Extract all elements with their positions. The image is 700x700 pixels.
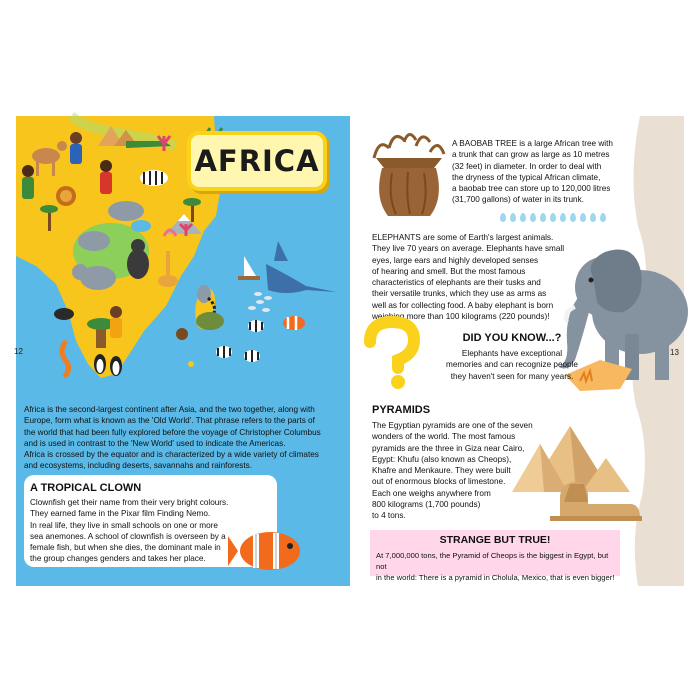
water-drop-icon: [580, 213, 586, 222]
fish-school-icon: [248, 292, 272, 312]
water-drop-icon: [570, 213, 576, 222]
pyramids-heading: PYRAMIDS: [372, 404, 431, 416]
strange-but-true-heading: STRANGE BUT TRUE!: [439, 534, 551, 546]
did-you-know-line: Elephants have exceptional: [461, 349, 563, 358]
angelfish-icon: [244, 350, 260, 362]
baobab-tree-icon: [364, 128, 450, 218]
elephants-line: ELEPHANTS are some of Earth's largest animals.: [372, 233, 554, 242]
water-drop-icon: [600, 213, 606, 222]
water-drop-icon: [510, 213, 516, 222]
page-number-left: 12: [14, 347, 23, 356]
strange-line: At 7,000,000 tons, the Pyramid of Cheops is the biggest in Egypt, but not: [376, 551, 609, 571]
seahorse-icon: [62, 341, 69, 377]
intro-line: and is used in contrast to the 'New World' used to indicate the Americas.: [24, 438, 286, 448]
question-mark-icon: [362, 318, 426, 390]
pyramids-line: wonders of the world. The most famous: [372, 432, 516, 442]
baobab-line: (31,700 gallons) of water in its trunk.: [452, 195, 584, 205]
baobab-line: the dryness of the typical African climate,: [452, 172, 601, 182]
did-you-know-line: memories and can recognize people: [446, 360, 578, 370]
penguin-icon: [110, 356, 122, 376]
clownfish-heading: A TROPICAL CLOWN: [30, 482, 142, 494]
pyramids-line: to 4 tons.: [372, 511, 406, 521]
swordfish-icon: [266, 241, 336, 293]
clownfish-line: female fish, but when she dies, the dominant male in: [30, 543, 221, 553]
pyramids-line: Each one weighs anywhere from: [372, 488, 491, 498]
strange-but-true-paragraph: [376, 550, 616, 583]
angelfish-icon: [216, 346, 232, 358]
intro-line: Africa is the second-largest continent after Asia, and the two together, along with: [24, 405, 315, 414]
did-you-know-heading: DID YOU KNOW...?: [462, 332, 562, 344]
person-icon: [22, 165, 34, 199]
pyramids-sphinx-illustration: [510, 418, 645, 523]
intro-line: Europe, form what is known as the 'Old World'. That phrase refers to the parts of: [24, 416, 315, 426]
water-drop-icon: [550, 213, 556, 222]
clownfish-line: the group changes genders and takes her place.: [30, 554, 206, 564]
baobab-line: a baobab tree can store up to 120,000 litres: [452, 184, 611, 194]
elephants-line: They live 70 years on average. Elephants have small: [372, 244, 565, 254]
page-title-box: [187, 131, 327, 191]
angelfish-icon: [248, 320, 264, 332]
page-number-right: 13: [670, 348, 679, 357]
intro-paragraph: [24, 404, 344, 472]
elephants-line: weighing more than 100 kilograms (220 pounds)!: [372, 312, 550, 322]
intro-line: Africa is crossed by the equator and is characterized by a wide variety of climates: [24, 450, 319, 460]
elephants-line: their versatile trunks, which they use as arms as: [372, 289, 547, 299]
baobab-line: A BAOBAB TREE is a large African tree with: [452, 139, 613, 148]
pyramids-line: pyramids are the three in Giza near Cairo,: [372, 443, 525, 453]
turtle-icon: [196, 312, 224, 330]
person-icon: [110, 306, 122, 338]
coconut-icon: [176, 328, 188, 340]
clownfish-icon: [283, 316, 305, 330]
intro-line: the world that had been fully explored before the voyage of Christopher Columbus: [24, 427, 321, 437]
water-drop-icon: [590, 213, 596, 222]
water-drop-icon: [530, 213, 536, 222]
did-you-know-line: they haven't seen for many years.: [450, 371, 574, 381]
baobab-paragraph: [452, 138, 624, 206]
pyramids-line: 800 kilograms (1,700 pounds): [372, 500, 481, 510]
baobab-line: a trunk that can grow as large as 10 metres: [452, 150, 610, 160]
pyramids-line: out of enormous blocks of limestone.: [372, 477, 506, 487]
elephants-line: well as for collecting food. A baby elephant is born: [372, 300, 554, 310]
strange-line: in the world: There is a pyramid in Cholula, Mexico, that is even bigger!: [376, 573, 615, 582]
water-drop-icon: [520, 213, 526, 222]
clownfish-line: sea anemones. A school of clownfish is overseen by a: [30, 531, 226, 541]
rhino-icon: [108, 201, 144, 221]
pyramids-line: Egypt: Khufu (also known as Cheops),: [372, 454, 512, 464]
clownfish-line: Clownfish get their name from their very bright colours.: [30, 498, 229, 507]
elephants-line: of hearing and smell. But the most famous: [372, 266, 526, 276]
water-drops: [500, 213, 606, 222]
elephants-line: eyes, large ears and highly developed senses: [372, 255, 539, 265]
penguin-icon: [94, 354, 106, 374]
water-drop-icon: [540, 213, 546, 222]
water-drop-icon: [560, 213, 566, 222]
person-icon: [100, 160, 112, 194]
clownfish-line: They earned fame in the Pixar film Finding Nemo.: [30, 509, 211, 519]
did-you-know-paragraph: [427, 348, 597, 382]
ostrich-icon: [54, 308, 74, 320]
baobab-line: (32 feet) in diameter. In order to deal with: [452, 161, 602, 171]
lion-icon: [56, 186, 76, 206]
intro-line: and ecosystems, including deserts, savannahs and rainforests.: [24, 461, 253, 471]
pyramids-line: The Egyptian pyramids are one of the seven: [372, 421, 533, 430]
sailboat-icon: [238, 256, 260, 280]
page-title: AFRICA: [194, 144, 320, 178]
zebra-icon: [140, 170, 168, 186]
pyramids-line: Khafre and Menkaure. They were built: [372, 466, 511, 476]
clownfish-line: In real life, they live in small schools on one or more: [30, 520, 218, 530]
elephants-line: characteristics of elephants are their tusks and: [372, 278, 541, 288]
clownfish-icon: [228, 526, 308, 576]
elephants-paragraph: [372, 232, 572, 322]
water-drop-icon: [500, 213, 506, 222]
hippo-icon: [78, 231, 110, 251]
person-icon: [70, 132, 82, 164]
